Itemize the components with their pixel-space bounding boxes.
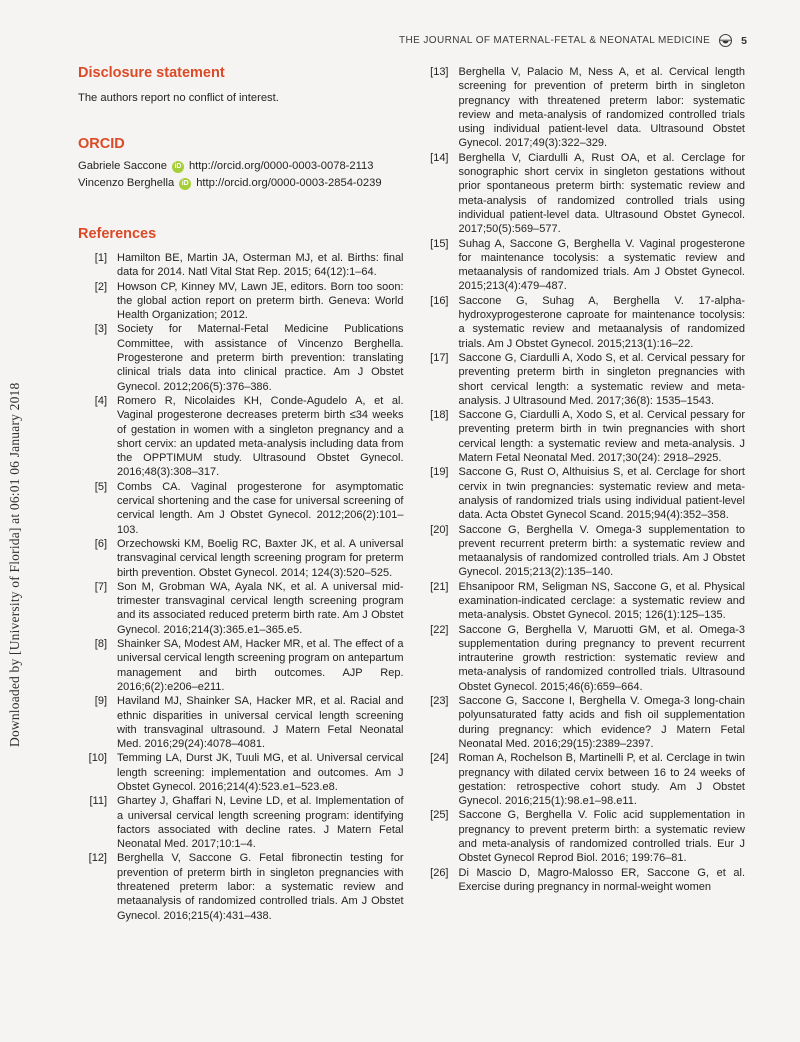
reference-number: [19] bbox=[430, 466, 449, 479]
reference-item bbox=[78, 751, 404, 794]
article-body bbox=[78, 60, 745, 923]
reference-item bbox=[78, 280, 404, 323]
reference-text: Society for Maternal-Fetal Medicine Publications Committee, with assistance of Vincenzo Berghella. Progesterone and preterm birth prevention: translating clinical trials data into clinical practice. Am J Obstet Gynecol. 2012;206(5):376–386. bbox=[117, 323, 404, 393]
reference-text: Di Mascio D, Magro-Malosso ER, Saccone G, et al. Exercise during pregnancy in normal-weight women bbox=[458, 866, 745, 893]
reference-text: Berghella V, Saccone G. Fetal fibronectin testing for prevention of preterm birth in singleton pregnancies with threatened preterm labor: a systematic review and metaanalysis of randomized controlled trials. Am J Obstet Gynecol. 2016;215(4):431–438. bbox=[117, 852, 404, 922]
reference-number: [11] bbox=[89, 795, 107, 808]
reference-text: Howson CP, Kinney MV, Lawn JE, editors. Born too soon: the global action report on preterm birth. Geneva: World Health Organization; 2012. bbox=[117, 280, 404, 322]
reference-item bbox=[78, 394, 404, 480]
reference-number: [16] bbox=[430, 294, 449, 307]
reference-item bbox=[420, 294, 746, 351]
orcid-heading: ORCID bbox=[78, 136, 125, 152]
reference-number: [24] bbox=[430, 752, 449, 765]
reference-text: Temming LA, Durst JK, Tuuli MG, et al. Universal cervical length screening: implementation and outcomes. Am J Obstet Gynecol. 2016;214(4):523.e1–523.e8. bbox=[117, 752, 404, 793]
reference-text: Haviland MJ, Shainker SA, Hacker MR, et al. Racial and ethnic disparities in universal cervical length screening with transvaginal ultrasound. J Matern Fetal Neonatal Med. 2016;29(24):4078–4081. bbox=[117, 695, 404, 751]
reference-number: [21] bbox=[430, 580, 449, 593]
orcid-entry bbox=[78, 175, 404, 192]
reference-item bbox=[78, 580, 404, 637]
reference-text: Ghartey J, Ghaffari N, Levine LD, et al. Implementation of a universal cervical length screening program: identifying factors associated with decline rates. J Matern Fetal Neonatal Med. 2017;10:1–4. bbox=[117, 795, 404, 851]
reference-item bbox=[420, 523, 746, 580]
orcid-icon: iD bbox=[172, 161, 184, 173]
reference-text: Saccone G, Ciardulli A, Xodo S, et al. Cervical pessary for preventing preterm birth in twin pregnancies with short cervical length: a systematic review and meta-analysis. J Matern Fetal Neonatal Med. 2017;30(24): 2918–2925. bbox=[458, 409, 745, 465]
reference-number: [13] bbox=[430, 66, 449, 78]
reference-text: Saccone G, Saccone I, Berghella V. Omega-3 long-chain polyunsaturated fatty acids and fish oil supplementation during pregnancy: which evidence? J Matern Fetal Neonatal Med. 2016;29(15):2389–2397. bbox=[458, 695, 745, 750]
reference-number: [22] bbox=[430, 623, 449, 636]
orcid-author-name: Vincenzo Berghella bbox=[78, 177, 175, 189]
orcid-link[interactable]: http://orcid.org/0000-0003-0078-2113 bbox=[188, 160, 374, 172]
reference-text: Roman A, Rochelson B, Martinelli P, et al. Cerclage in twin pregnancy with dilated cervix between 16 to 24 weeks of gestation: retrospective cohort study. Am J Obstet Gynecol. 2016;215(1):98.e1–98.e11. bbox=[458, 752, 745, 808]
reference-number: [9] bbox=[94, 695, 107, 708]
reference-text: Romero R, Nicolaides KH, Conde-Agudelo A, et al. Vaginal progesterone decreases preterm birth ≤34 weeks of gestation in women with a singleton pregnancy and a short cervix: an updated meta-analysis including data from the OPPTIMUM study. Ultrasound Obstet Gynecol. 2016;48(3):308–317. bbox=[117, 394, 404, 479]
reference-text: Ehsanipoor RM, Seligman NS, Saccone G, et al. Physical examination-indicated cerclage: a systematic review and meta-analysis. Obstet Gynecol. 2015; 126(1):125–135. bbox=[458, 580, 745, 622]
page-number: 5 bbox=[741, 34, 747, 47]
orcid-author-name: Gabriele Saccone bbox=[78, 160, 167, 172]
disclosure-body: The authors report no conflict of interest. bbox=[78, 92, 279, 104]
reference-number: [5] bbox=[94, 480, 107, 493]
journal-logo-icon bbox=[718, 33, 733, 48]
reference-text: Berghella V, Palacio M, Ness A, et al. Cervical length screening for prevention of preterm birth in singleton pregnancy with threatened preterm labor: systematic review and meta-analysis of randomized controlled trials using individual patient-level data. Ultrasound Obstet Gynecol. 2017;49(3):322–329. bbox=[458, 66, 745, 150]
left-column bbox=[78, 60, 404, 923]
reference-item bbox=[420, 351, 746, 408]
orcid-icon: iD bbox=[179, 178, 191, 190]
reference-number: [8] bbox=[94, 638, 107, 651]
reference-text: Saccone G, Berghella V. Folic acid supplementation in pregnancy to prevent preterm birth: a systematic review and meta-analysis of randomized controlled trials. Eur J Obstet Gynecol Reprod Biol. 2016; 199:76–81. bbox=[458, 809, 745, 865]
reference-text: Shainker SA, Modest AM, Hacker MR, et al. The effect of a universal cervical length screening program on antepartum management and birth outcomes. AJP Rep. 2016;6(2):e206–e211. bbox=[117, 638, 404, 693]
reference-number: [10] bbox=[88, 752, 107, 765]
reference-text: Berghella V, Ciardulli A, Rust OA, et al. Cerclage for sonographic short cervix in singleton gestations without prior spontaneous preterm birth: systematic review and meta-analysis of randomized controlled trials using individual patient-level data. Ultrasound Obstet Gynecol. 2017;50(5):569–577. bbox=[458, 151, 745, 236]
reference-item bbox=[420, 408, 746, 465]
reference-item bbox=[78, 794, 404, 851]
reference-item bbox=[420, 694, 746, 751]
reference-number: [2] bbox=[94, 280, 107, 293]
reference-number: [4] bbox=[94, 394, 107, 407]
orcid-entry bbox=[78, 158, 404, 175]
reference-item bbox=[78, 637, 404, 694]
right-column bbox=[420, 60, 746, 923]
reference-item bbox=[78, 322, 404, 393]
reference-item bbox=[420, 751, 746, 808]
reference-item bbox=[420, 237, 746, 294]
reference-number: [14] bbox=[430, 151, 449, 164]
reference-item bbox=[420, 580, 746, 623]
reference-number: [25] bbox=[430, 809, 449, 822]
reference-number: [12] bbox=[88, 852, 107, 865]
reference-text: Saccone G, Suhag A, Berghella V. 17-alpha-hydroxyprogesterone caproate for maintenance tocolysis: a systematic review and metaanalysis of randomized trials. Am J Obstet Gynecol. 2015;213(1):16–22. bbox=[458, 294, 745, 350]
reference-item bbox=[78, 480, 404, 537]
reference-number: [3] bbox=[94, 323, 107, 336]
reference-text: Orzechowski KM, Boelig RC, Baxter JK, et al. A universal transvaginal cervical length screening program for preterm birth prevention. Obstet Gynecol. 2014; 124(3):520–525. bbox=[117, 537, 404, 579]
reference-number: [1] bbox=[94, 252, 107, 264]
orcid-link[interactable]: http://orcid.org/0000-0003-2854-0239 bbox=[196, 177, 382, 189]
reference-number: [15] bbox=[430, 237, 449, 250]
reference-text: Suhag A, Saccone G, Berghella V. Vaginal progesterone for maintenance tocolysis: a systematic review and metaanalysis of randomized trials. Am J Obstet Gynecol. 2015;213(4):479–487. bbox=[458, 237, 745, 293]
page-header bbox=[399, 33, 747, 48]
reference-number: [23] bbox=[430, 695, 449, 708]
reference-number: [20] bbox=[430, 523, 449, 536]
reference-number: [6] bbox=[94, 537, 107, 550]
reference-text: Saccone G, Rust O, Althuisius S, et al. Cerclage for short cervix in twin pregnancies: systematic review and meta-analysis of randomized trials using individual patient-level data. Acta Obstet Gynecol Scand. 2015;94(4):352–358. bbox=[458, 466, 745, 522]
reference-text: Hamilton BE, Martin JA, Osterman MJ, et al. Births: final data for 2014. Natl Vital Stat Rep. 2015; 64(12):1–64. bbox=[117, 252, 404, 279]
reference-text: Saccone G, Berghella V. Omega-3 supplementation to prevent recurrent preterm birth: a systematic review and metaanalysis of randomized controlled trials. Am J Obstet Gynecol. 2015;213(2):135–140. bbox=[458, 523, 745, 579]
reference-item bbox=[420, 65, 746, 151]
reference-item bbox=[420, 151, 746, 237]
reference-item bbox=[78, 851, 404, 922]
reference-list-left bbox=[78, 251, 404, 923]
references-heading: References bbox=[78, 226, 157, 242]
reference-item bbox=[78, 251, 404, 280]
reference-item bbox=[420, 808, 746, 865]
reference-list-right bbox=[420, 65, 746, 894]
reference-item bbox=[78, 537, 404, 580]
reference-number: [18] bbox=[430, 409, 449, 422]
disclosure-heading: Disclosure statement bbox=[78, 65, 225, 81]
reference-item bbox=[420, 623, 746, 694]
reference-item bbox=[78, 694, 404, 751]
download-watermark: Downloaded by [University of Florida] at 06:01 06 January 2018 bbox=[7, 382, 22, 747]
reference-text: Saccone G, Ciardulli A, Xodo S, et al. Cervical pessary for preventing preterm birth in singleton pregnancies with short cervical length: a systematic review and meta-analysis. J Ultrasound Med. 2017;36(8): 1535–1543. bbox=[458, 351, 745, 407]
reference-text: Combs CA. Vaginal progesterone for asymptomatic cervical shortening and the case for universal screening of cervical length. Am J Obstet Gynecol. 2012;206(2):101–103. bbox=[117, 480, 404, 536]
journal-title: THE JOURNAL OF MATERNAL-FETAL & NEONATAL MEDICINE bbox=[399, 35, 711, 46]
orcid-list bbox=[78, 158, 404, 192]
reference-item bbox=[420, 866, 746, 895]
reference-number: [17] bbox=[430, 351, 449, 364]
reference-number: [26] bbox=[430, 866, 449, 879]
reference-number: [7] bbox=[94, 580, 107, 593]
reference-text: Saccone G, Berghella V, Maruotti GM, et al. Omega-3 supplementation during pregnancy to prevent recurrent intrauterine growth restriction: systematic review and meta-analysis of randomized controlled trials. Ultrasound Obstet Gynecol. 2015;46(6):659–664. bbox=[458, 623, 745, 693]
reference-text: Son M, Grobman WA, Ayala NK, et al. A universal mid-trimester transvaginal cervical length screening program and its associated reduced preterm birth rate. Am J Obstet Gynecol. 2016;214(3):365.e1–365.e5. bbox=[117, 580, 404, 636]
reference-item bbox=[420, 465, 746, 522]
